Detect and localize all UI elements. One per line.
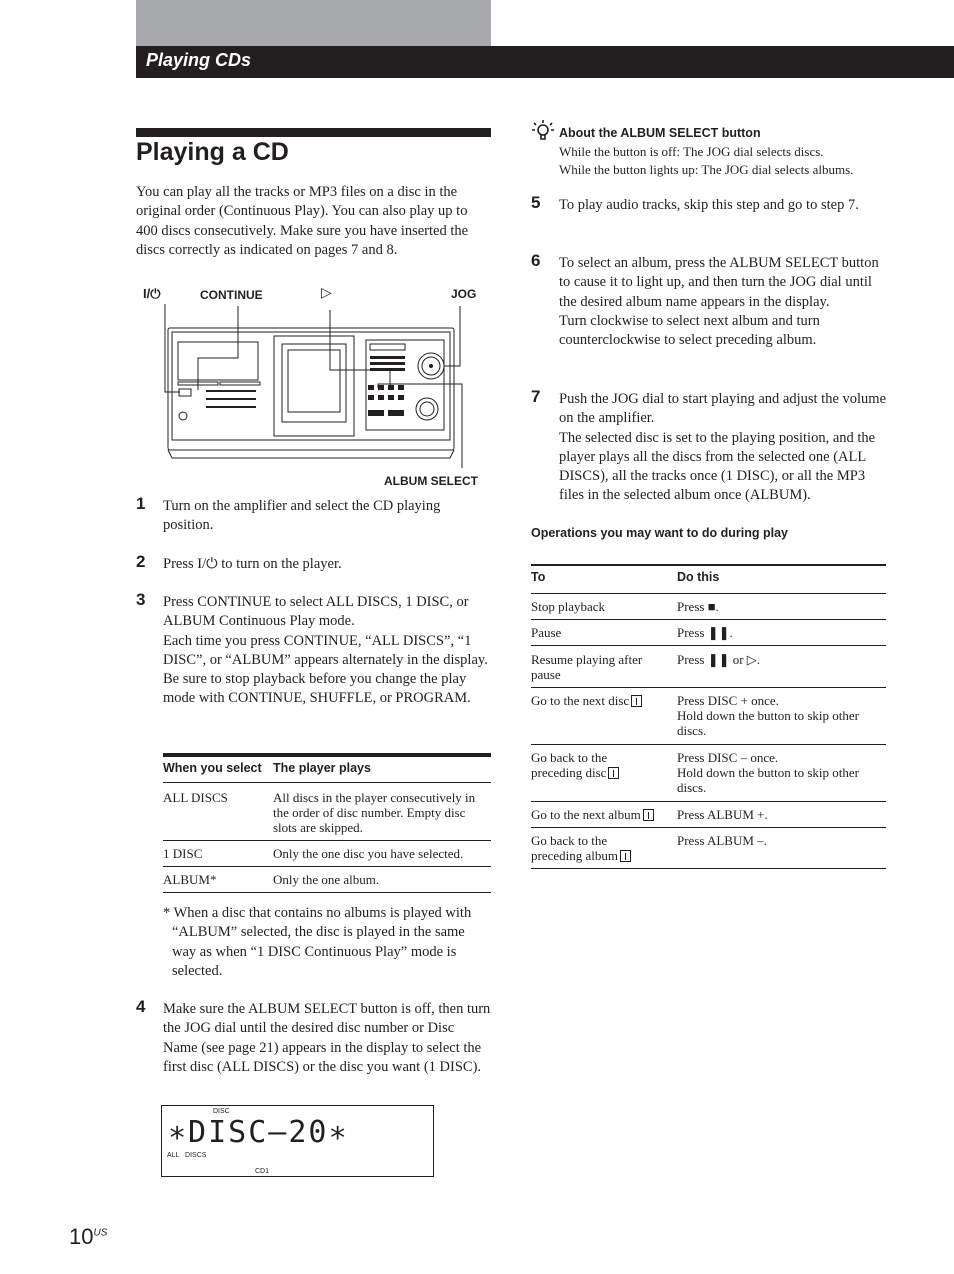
disc-icon xyxy=(643,809,654,821)
ops-table xyxy=(531,566,886,869)
mode-cell: ALL DISCS xyxy=(163,790,228,805)
step-7-line-2: The selected disc is set to the playing position, and the player plays all the discs from the selected one (ALL DISCS), all the tracks once (1 DISC), or all the MP3 files in the selected album once (ALBUM). xyxy=(559,429,876,504)
table-row xyxy=(531,620,886,646)
step-5-number: 5 xyxy=(531,193,541,212)
footnote: * When a disc that contains no albums is played with “ALBUM” selected, the disc is played in the same way as when “1 DISC Continuous Play” mode is selected. xyxy=(163,905,472,979)
step-5-text: To play audio tracks, skip this step and go to step 7. xyxy=(559,197,859,213)
step-4-text: Make sure the ALBUM SELECT button is off, then turn the JOG dial until the desired disc number or Disc Name (see page 21) appears in the display to select the first disc (ALL DISCS) or the disc you want (1 DISC). xyxy=(163,1001,491,1075)
tip-lightbulb-icon xyxy=(531,119,555,143)
ops-to-cell xyxy=(531,745,677,802)
ops-to-cell xyxy=(531,802,677,828)
ops-to-cell xyxy=(531,688,677,745)
mode-table xyxy=(163,759,491,893)
table-row xyxy=(531,745,886,802)
mode-cell: Only the one disc you have selected. xyxy=(273,846,464,861)
ops-to-text: Go back to the preceding disc xyxy=(531,750,608,780)
step-7-text xyxy=(559,390,889,506)
ops-do-cell: Press ■. xyxy=(677,599,719,614)
ops-to-text: Go back to the preceding album xyxy=(531,833,618,863)
ops-do-cell: Press ALBUM +. xyxy=(677,807,768,822)
disc-icon xyxy=(631,695,642,707)
table-row xyxy=(531,828,886,869)
ops-to-text: Go to the next disc xyxy=(531,693,630,708)
step-2-text: Press I/⏻ to turn on the player. xyxy=(163,556,342,572)
ops-do-cell xyxy=(677,688,886,745)
ops-heading: Operations you may want to do during play xyxy=(531,526,788,540)
ops-to-cell: Pause xyxy=(531,625,562,640)
step-6-line-2: Turn clockwise to select next album and turn counterclockwise to select preceding album. xyxy=(559,312,820,349)
title-rule xyxy=(136,128,491,137)
table-row xyxy=(531,646,886,688)
ops-do-cell: Press ❚❚. xyxy=(677,625,733,640)
ops-do-cell: Press ❚❚ or ▷. xyxy=(677,652,761,667)
mode-cell: ALBUM* xyxy=(163,872,217,887)
lcd-mode-label: ALL DISCS xyxy=(167,1152,207,1159)
tip-text xyxy=(559,143,939,179)
mode-cell: Only the one album. xyxy=(273,872,380,887)
tip-line-1: While the button is off: The JOG dial selects discs. xyxy=(559,144,824,159)
mode-table-rule xyxy=(163,753,491,757)
step-1-text: Turn on the amplifier and select the CD playing position. xyxy=(163,498,441,534)
play-label: ▷ xyxy=(321,284,332,300)
step-6-number: 6 xyxy=(531,251,541,270)
ops-to-cell: Stop playback xyxy=(531,599,606,614)
tip-heading: About the ALBUM SELECT button xyxy=(559,126,761,140)
mode-cell: All discs in the player consecutively in the order of disc number. Empty disc slots are skipped. xyxy=(273,790,476,835)
mode-col-when: When you select xyxy=(163,761,262,775)
power-label: I/⏻ xyxy=(143,286,161,301)
jog-label: JOG xyxy=(451,287,477,301)
step-6-text xyxy=(559,254,887,350)
disc-icon xyxy=(620,850,631,862)
lcd-disc-label: DISC xyxy=(213,1108,230,1115)
table-row xyxy=(163,867,491,893)
step-3-text xyxy=(163,593,491,709)
mode-table-header xyxy=(163,759,491,783)
ops-to-cell: Resume playing after pause xyxy=(531,652,643,682)
lcd-cd-label: CD1 xyxy=(255,1168,270,1175)
step-3-line-2: Each time you press CONTINUE, “ALL DISCS”, “1 DISC”, or “ALBUM” appears alternately in the display. xyxy=(163,632,488,668)
table-row xyxy=(163,783,491,841)
ops-col-to: To xyxy=(531,570,546,584)
ops-table-header xyxy=(531,566,886,594)
ops-to-text: Go to the next album xyxy=(531,807,641,822)
page-number-suffix: US xyxy=(93,1227,108,1239)
ops-do-line-1: Press DISC – once. xyxy=(677,750,779,765)
page-title: Playing a CD xyxy=(136,138,289,166)
step-3-number: 3 xyxy=(136,590,146,609)
section-title: Playing CDs xyxy=(146,50,252,70)
table-row xyxy=(531,594,886,620)
ops-do-line-1: Press DISC + once. xyxy=(677,693,779,708)
ops-col-do: Do this xyxy=(677,570,720,584)
lcd-main-text: ∗DISC–20∗ xyxy=(168,1115,349,1150)
table-row xyxy=(531,688,886,745)
lcd-display xyxy=(161,1105,434,1177)
album-select-label: ALBUM SELECT xyxy=(384,474,478,488)
disc-icon xyxy=(608,767,619,779)
header-bar xyxy=(136,46,954,78)
mode-col-plays: The player plays xyxy=(273,761,371,775)
table-row xyxy=(163,841,491,867)
step-3-line-3: Be sure to stop playback before you change the play mode with CONTINUE, SHUFFLE, or PROGRAM. xyxy=(163,671,471,707)
tip-line-2: While the button lights up: The JOG dial selects albums. xyxy=(559,162,854,177)
step-7-line-1: Push the JOG dial to start playing and adjust the volume on the amplifier. xyxy=(559,391,887,427)
table-row xyxy=(531,802,886,828)
ops-do-line-2: Hold down the button to skip other discs. xyxy=(677,765,859,795)
ops-do-line-2: Hold down the button to skip other discs. xyxy=(677,708,859,738)
step-1-number: 1 xyxy=(136,494,146,513)
ops-to-cell xyxy=(531,828,677,869)
step-6-line-1: To select an album, press the ALBUM SELECT button to cause it to light up, and then turn the JOG dial until the desired album name appears in the display. xyxy=(559,255,879,310)
page-number xyxy=(69,1224,107,1250)
header-grey-bar xyxy=(136,0,491,46)
continue-label: CONTINUE xyxy=(200,288,263,302)
step-2-number: 2 xyxy=(136,552,146,571)
ops-do-cell: Press ALBUM –. xyxy=(677,833,767,848)
step-7-number: 7 xyxy=(531,387,541,406)
cd-player-illustration xyxy=(160,300,470,472)
step-3-line-1: Press CONTINUE to select ALL DISCS, 1 DISC, or ALBUM Continuous Play mode. xyxy=(163,594,469,630)
ops-do-cell xyxy=(677,745,886,802)
page-number-value: 10 xyxy=(69,1224,94,1249)
mode-cell: 1 DISC xyxy=(163,846,203,861)
step-4-number: 4 xyxy=(136,997,146,1016)
intro-paragraph: You can play all the tracks or MP3 files on a disc in the original order (Continuous Play). You can also play up to 400 discs consecutively. Make sure you have inserted the discs correctly as indicated on pages 7 and 8. xyxy=(136,184,469,258)
